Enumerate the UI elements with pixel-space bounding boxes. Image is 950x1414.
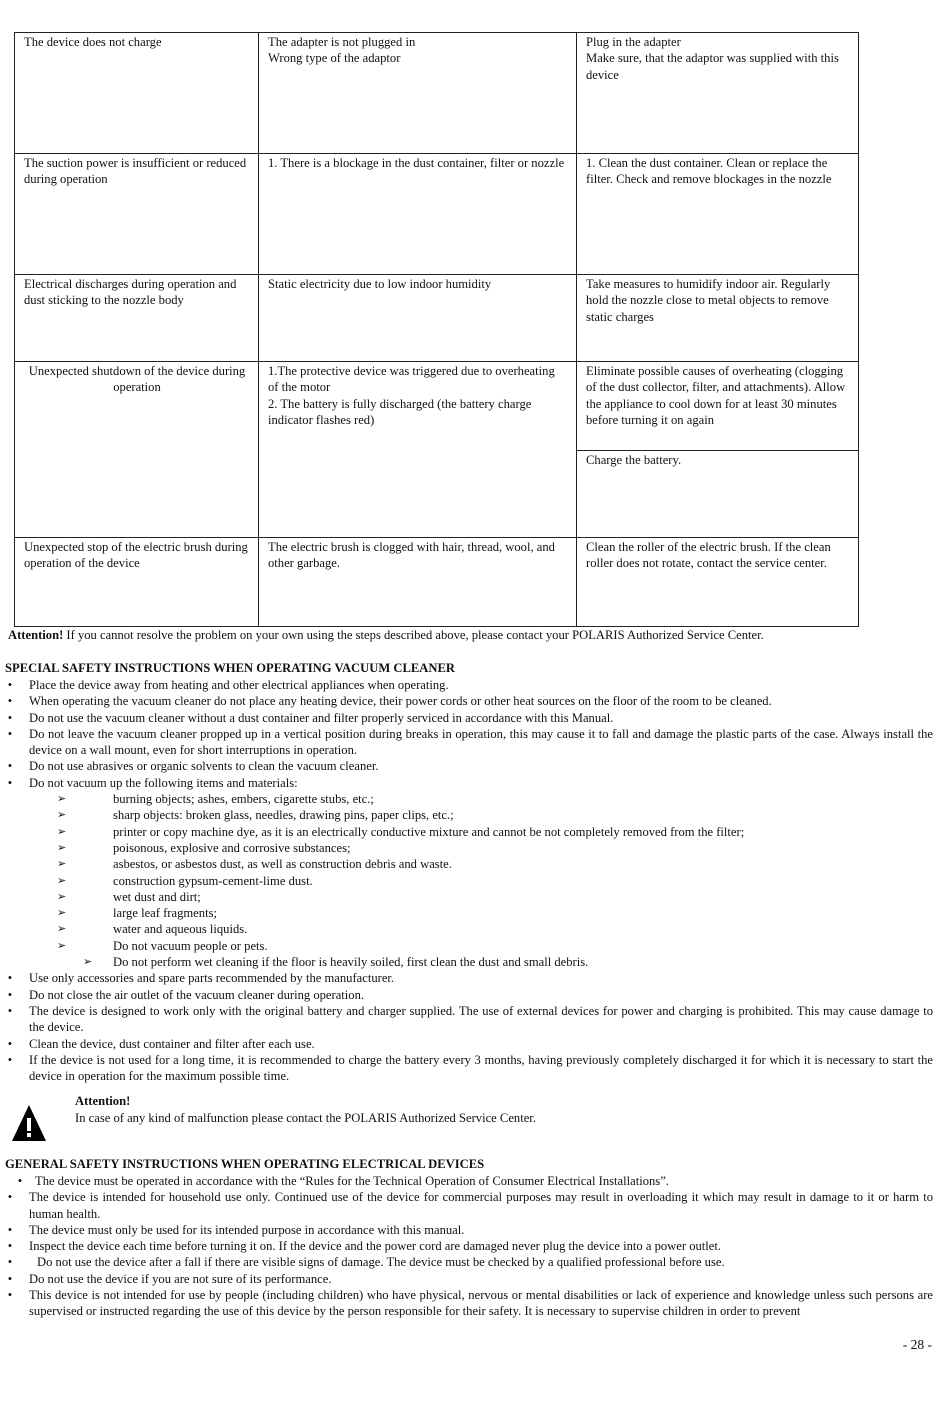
sub-list-item: ➢ large leaf fragments;	[57, 906, 217, 921]
cause-cell: The electric brush is clogged with hair, thread, wool, and other garbage.	[259, 538, 577, 627]
solution-cell: Plug in the adapter Make sure, that the adaptor was supplied with this device	[577, 33, 859, 154]
bullet-icon: •	[7, 1003, 13, 1018]
attention-text: If you cannot resolve the problem on your own using the steps described above, please contact your POLARIS Authorized Service Center.	[63, 628, 764, 642]
sub-list-item: ➢ asbestos, or asbestos dust, as well as construction debris and waste.	[57, 857, 452, 872]
attention-label: Attention!	[8, 628, 64, 642]
bullet-icon: •	[7, 1239, 13, 1254]
special-safety-heading: SPECIAL SAFETY INSTRUCTIONS WHEN OPERATING VACUUM CLEANER	[5, 661, 455, 675]
list-item: • This device is not intended for use by people (including children) who have physical, nervous or mental disabilities or lack of experience and knowledge unless such persons are supervised or instructed regarding the use of this device by the person responsible for their safety. It is necessary to supervise children in order to prevent	[5, 1287, 933, 1320]
sub-list-item: ➢ water and aqueous liquids.	[57, 922, 248, 937]
list-item: • Do not use the device if you are not sure of its performance.	[5, 1271, 933, 1287]
list-item: • Do not vacuum up the following items and materials: ➢ burning objects; ashes, embers, cigarette stubs, etc.; ➢ sharp objects: broken glass, needles, drawing pins, paper clips, etc.; ➢ printer or copy machine dye, as it is an electrically conductive mixture and cannot be not completely removed from the filter; ➢ poisonous, explosive and corrosive substances; ➢ asbestos, or asbestos dust, as well as construction debris and waste. ➢ construction gypsum-cement-lime dust. ➢ wet dust and dirt; ➢ large leaf fragments; ➢ water and aqueous liquids. ➢ Do not vacuum people or pets. ➢ Do not perform wet cleaning if the floor is heavily soiled, first clean the dust and small debris.	[5, 775, 933, 971]
bullet-icon: •	[17, 1174, 23, 1188]
bullet-icon: •	[7, 971, 13, 986]
list-item: • Inspect the device each time before turning it on. If the device and the power cord are damaged never plug the device into a power outlet.	[5, 1238, 933, 1254]
list-item: • The device must be operated in accordance with the “Rules for the Technical Operation of Consumer Electrical Installations”.	[5, 1173, 933, 1189]
arrow-bullet-icon: ➢	[57, 857, 67, 871]
problem-cell: The suction power is insufficient or reduced during operation	[15, 154, 259, 275]
table-row	[15, 275, 859, 362]
problem-cell: The device does not charge	[15, 33, 259, 154]
cause-cell: The adapter is not plugged in Wrong type of the adaptor	[259, 33, 577, 154]
sub-list-item: ➢ Do not perform wet cleaning if the floor is heavily soiled, first clean the dust and small debris.	[83, 955, 589, 970]
arrow-bullet-icon: ➢	[57, 906, 67, 920]
forbidden-materials-list	[5, 791, 933, 970]
list-item: • If the device is not used for a long time, it is recommended to charge the battery every 3 months, having previously completely discharged it for which it is necessary to start the device in operation for the maximum possible time.	[5, 1052, 933, 1085]
warning-triangle-icon	[10, 1103, 48, 1143]
table-row	[15, 154, 859, 275]
list-item: • Do not leave the vacuum cleaner propped up in a vertical position during breaks in operation, this may cause it to fall and damage the plastic parts of the case. Always install the device on a wall mount, even for short interruptions in operation.	[5, 726, 933, 759]
list-item: • The device must only be used for its intended purpose in accordance with this manual.	[5, 1222, 933, 1238]
bullet-icon: •	[7, 1036, 13, 1051]
sub-list-item: ➢ wet dust and dirt;	[57, 889, 201, 904]
list-item: • Place the device away from heating and other electrical appliances when operating.	[5, 677, 933, 693]
solution-cell: Clean the roller of the electric brush. If the clean roller does not rotate, contact the service center.	[577, 538, 859, 627]
sub-list-item: ➢ construction gypsum-cement-lime dust.	[57, 873, 313, 888]
bullet-icon: •	[7, 726, 13, 741]
list-item: • The device is intended for household use only. Continued use of the device for commercial purposes may result in overloading it which may result in damage to it or harm to human health.	[5, 1189, 933, 1222]
list-item: • The device is designed to work only with the original battery and charger supplied. The use of external devices for power and charging is prohibited. This may cause damage to the device.	[5, 1003, 933, 1036]
sub-list-item: ➢ poisonous, explosive and corrosive substances;	[57, 840, 351, 855]
arrow-bullet-icon: ➢	[57, 938, 67, 952]
bullet-icon: •	[7, 710, 13, 725]
list-item: • When operating the vacuum cleaner do not place any heating device, their power cords or other heat sources on the floor of the room to be cleaned.	[5, 693, 933, 709]
troubleshooting-table	[14, 32, 859, 627]
list-item: • Do not use abrasives or organic solvents to clean the vacuum cleaner.	[5, 758, 933, 774]
problem-cell: Electrical discharges during operation and dust sticking to the nozzle body	[15, 275, 259, 362]
general-safety-heading: GENERAL SAFETY INSTRUCTIONS WHEN OPERATING ELECTRICAL DEVICES	[5, 1157, 485, 1171]
solution-cell: Eliminate possible causes of overheating (clogging of the dust collector, filter, and attachments). Allow the appliance to cool down for at least 30 minutes before turning it on again	[577, 362, 859, 451]
list-item: • Do not close the air outlet of the vacuum cleaner during operation.	[5, 987, 933, 1003]
bullet-icon: •	[7, 1271, 13, 1286]
bullet-icon: •	[7, 987, 13, 1002]
table-row	[15, 538, 859, 627]
warning-text: In case of any kind of malfunction please contact the POLARIS Authorized Service Center.	[75, 1111, 536, 1125]
bullet-icon: •	[7, 678, 13, 692]
arrow-bullet-icon: ➢	[57, 808, 67, 822]
list-item: • Clean the device, dust container and filter after each use.	[5, 1036, 933, 1052]
table-row	[15, 33, 859, 154]
arrow-bullet-icon: ➢	[57, 792, 67, 806]
bullet-icon: •	[7, 1255, 13, 1270]
bullet-icon: •	[7, 775, 13, 790]
bullet-icon: •	[7, 1222, 13, 1237]
arrow-bullet-icon: ➢	[57, 889, 67, 903]
bullet-icon: •	[7, 759, 13, 774]
cause-cell: 1.The protective device was triggered due to overheating of the motor 2. The battery is fully discharged (the battery charge indicator flashes red)	[259, 362, 577, 538]
arrow-bullet-icon: ➢	[57, 840, 67, 854]
table-row	[15, 362, 859, 451]
sub-list-item: ➢ printer or copy machine dye, as it is an electrically conductive mixture and cannot be not completely removed from the filter;	[57, 824, 745, 839]
attention-note	[8, 627, 938, 643]
arrow-bullet-icon: ➢	[83, 955, 93, 969]
solution-cell: Take measures to humidify indoor air. Regularly hold the nozzle close to metal objects to remove static charges	[577, 275, 859, 362]
bullet-icon: •	[7, 1288, 13, 1303]
special-safety-list	[5, 677, 933, 1084]
list-item: • Use only accessories and spare parts recommended by the manufacturer.	[5, 970, 933, 986]
arrow-bullet-icon: ➢	[57, 824, 67, 838]
warning-block	[8, 1093, 928, 1145]
page-number: - 28 -	[902, 1337, 932, 1352]
bullet-icon: •	[7, 1190, 13, 1205]
cause-cell: Static electricity due to low indoor humidity	[259, 275, 577, 362]
list-item: • Do not use the vacuum cleaner without a dust container and filter properly serviced in accordance with this Manual.	[5, 710, 933, 726]
sub-list-item: ➢ burning objects; ashes, embers, cigarette stubs, etc.;	[57, 792, 374, 807]
warning-title: Attention!	[75, 1094, 131, 1108]
sub-list-item: ➢ sharp objects: broken glass, needles, drawing pins, paper clips, etc.;	[57, 808, 454, 823]
general-safety-list	[5, 1173, 933, 1320]
arrow-bullet-icon: ➢	[57, 873, 67, 887]
list-item: • Do not use the device after a fall if there are visible signs of damage. The device must be checked by a qualified professional before use.	[5, 1254, 933, 1270]
solution-cell-secondary: Charge the battery.	[577, 451, 859, 538]
problem-cell: Unexpected shutdown of the device during operation	[15, 362, 259, 538]
sub-list-item: ➢ Do not vacuum people or pets.	[57, 938, 268, 953]
bullet-icon: •	[7, 694, 13, 709]
bullet-icon: •	[7, 1052, 13, 1067]
cause-cell: 1. There is a blockage in the dust container, filter or nozzle	[259, 154, 577, 275]
solution-cell: 1. Clean the dust container. Clean or replace the filter. Check and remove blockages in the nozzle	[577, 154, 859, 275]
arrow-bullet-icon: ➢	[57, 922, 67, 936]
problem-cell: Unexpected stop of the electric brush during operation of the device	[15, 538, 259, 627]
